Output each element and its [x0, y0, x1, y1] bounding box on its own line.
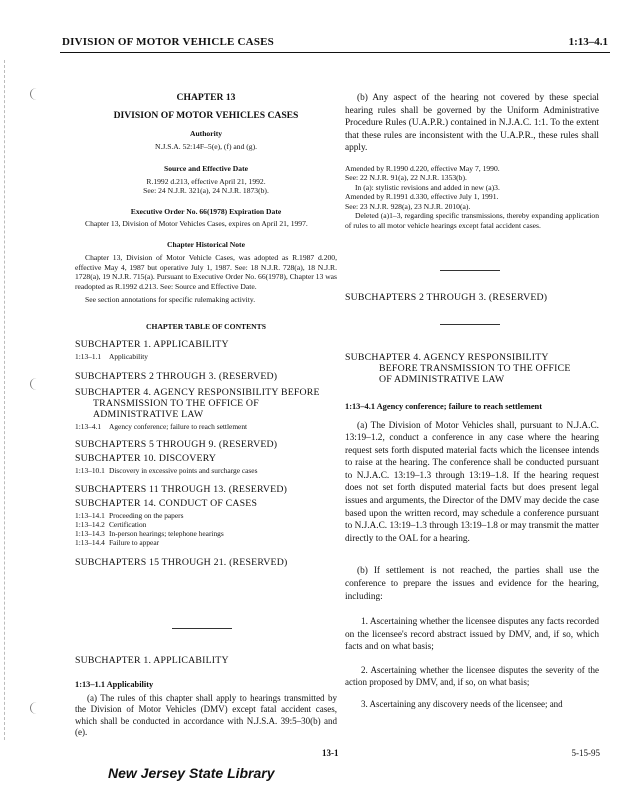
amendment-note: See: 23 N.J.R. 928(a), 23 N.J.R. 2010(a).: [345, 201, 471, 211]
toc-entry: 1:13–14.4 Failure to appear: [75, 538, 160, 548]
amendment-note: Amended by R.1991 d.330, effective July 1, 1991.: [345, 192, 499, 202]
list-item: 3. Ascertaining any discovery needs of the licensee; and: [361, 699, 563, 709]
toc-entry: 1:13–1.1 Applicability: [75, 352, 148, 361]
left-column-lower: [75, 655, 337, 739]
running-header-title: DIVISION OF MOTOR VEHICLE CASES: [62, 36, 274, 48]
hole-mark: [30, 702, 43, 714]
see-section-note: See section annotations for specific rulemaking activity.: [85, 295, 256, 304]
subchapter-heading-cont: OF ADMINISTRATIVE LAW: [379, 374, 505, 385]
toc-subchapter: SUBCHAPTER 10. DISCOVERY: [75, 453, 217, 465]
running-header-section: 1:13–4.1: [568, 36, 608, 48]
right-column: [345, 92, 599, 230]
section-divider: [172, 628, 232, 629]
section-heading: 1:13–1.1 Applicability: [75, 680, 154, 689]
source-line: R.1992 d.213, effective April 21, 1992.: [146, 176, 266, 186]
toc-entry: 1:13–14.2 Certification: [75, 519, 147, 529]
amendment-note: Amended by R.1990 d.220, effective May 7, 1990.: [345, 163, 500, 173]
toc-entry: 1:13–14.1 Proceeding on the papers: [75, 510, 184, 520]
library-stamp: New Jersey State Library: [108, 765, 275, 781]
subchapter-heading-cont: BEFORE TRANSMISSION TO THE OFFICE: [379, 363, 571, 374]
toc-entry: 1:13–10.1 Discovery in excessive points and surcharge cases: [75, 466, 258, 476]
history-heading: Chapter Historical Note: [167, 239, 245, 249]
paragraph-b: (b) If settlement is not reached, the parties shall use the conference to prepare the issues and evidence for the hearing, including:: [345, 566, 599, 602]
list-item: 1. Ascertaining whether the licensee disputes any facts recorded on the licensee's record abstract issued by DMV, and, if so, which facts and on what basis;: [345, 617, 599, 653]
section-divider: [440, 270, 500, 271]
toc-subchapter: SUBCHAPTERS 5 THROUGH 9. (RESERVED): [75, 439, 278, 451]
list-item: 2. Ascertaining whether the licensee disputes the severity of the action proposed by DMV, and, if so, on what basis;: [345, 665, 599, 687]
toc-subchapter-cont: ADMINISTRATIVE LAW: [93, 409, 204, 421]
toc-subchapter: SUBCHAPTERS 15 THROUGH 21. (RESERVED): [75, 557, 288, 569]
section-text: (a) The rules of this chapter shall apply to hearings transmitted by the Division of Motor Vehicles (DMV) except fatal accident cases, which shall be conducted in accordance with N.J.S.A. 39:5–30(b) and (e).: [75, 692, 337, 738]
subchapter-heading: SUBCHAPTER 4. AGENCY RESPONSIBILITY: [345, 352, 549, 363]
paragraph-a: (a) The Division of Motor Vehicles shall, pursuant to N.J.A.C. 13:19–1.2, conduct a conference in any case where the hearing request sets forth disputed material facts which the licensee intends to raise at the hearing. The conference shall be conducted pursuant to N.J.A.C. 13:19–1.3 through 13:19–1.8. If the hearing request does not set forth disputed material facts but does present legal issues and arguments, the Director of the DMV may decide the case based upon the written record, may schedule a conference pursuant to N.J.A.C. 13:19–1.3 through 13:19–1.8 or may transmit the matter directly to the OAL for a hearing.: [345, 420, 599, 544]
toc-heading: CHAPTER TABLE OF CONTENTS: [146, 321, 266, 331]
exec-order-text: Chapter 13, Division of Motor Vehicles Cases, expires on April 21, 1997.: [85, 219, 308, 228]
toc-subchapter: SUBCHAPTER 14. CONDUCT OF CASES: [75, 497, 258, 509]
page-number: 13-1: [322, 748, 339, 758]
right-column-mid: [345, 292, 599, 303]
subchapter-heading: SUBCHAPTER 1. APPLICABILITY: [75, 655, 229, 666]
amendment-note: Deleted (a)1–3, regarding specific transmissions, thereby expanding application of rules to all motor vehicle hearings except fatal accident cases.: [345, 211, 599, 230]
amendment-note: In (a): stylistic revisions and added in new (a)3.: [355, 182, 500, 192]
history-text: Chapter 13, Division of Motor Vehicle Cases, was adopted as R.1987 d.200, effective May 4, 1987 but operative July 1, 1987. See: 18 N.J.R. 728(a), 18 N.J.R. 1728(a), 19 N.J.R. 715(a). Pursuant to Executive Order No. 66(1978), Chapter 13 was readopted as R.1992 d.213. See: Source and Effective Date.: [75, 253, 337, 291]
authority-text: N.J.S.A. 52:14F–5(e), (f) and (g).: [154, 141, 258, 151]
toc-subchapter-cont: TRANSMISSION TO THE OFFICE OF: [93, 398, 259, 410]
toc-entry: 1:13–4.1 Agency conference; failure to reach settlement: [75, 422, 248, 432]
section-divider: [440, 324, 500, 325]
toc-subchapter: SUBCHAPTER 4. AGENCY RESPONSIBILITY BEFORE: [75, 387, 320, 399]
source-heading: Source and Effective Date: [163, 164, 248, 173]
table-of-contents: [75, 339, 337, 568]
header-rule: [60, 52, 610, 53]
spine-mark: [4, 60, 5, 740]
toc-subchapter: SUBCHAPTER 1. APPLICABILITY: [75, 339, 229, 350]
hole-mark: [30, 88, 43, 100]
section-heading: 1:13–4.1 Agency conference; failure to reach settlement: [345, 402, 542, 411]
chapter-title: DIVISION OF MOTOR VEHICLES CASES: [113, 110, 299, 121]
right-column-lower: [345, 352, 599, 710]
subchapter-heading: SUBCHAPTERS 2 THROUGH 3. (RESERVED): [345, 292, 548, 303]
paragraph-b: (b) Any aspect of the hearing not covered by these special hearing rules shall be governed by the Uniform Administrative Procedure Rules (U.A.P.R.) contained in N.J.A.C. 1:1. To the extent that these rules are inconsistent with the U.A.P.R., these rules shall apply.: [345, 93, 599, 154]
hole-mark: [30, 378, 43, 390]
exec-order-heading: Executive Order No. 66(1978) Expiration Date: [130, 206, 282, 216]
source-line: See: 24 N.J.R. 321(a), 24 N.J.R. 1873(b).: [143, 186, 269, 195]
toc-entry: 1:13–14.3 In-person hearings; telephone hearings: [75, 529, 224, 539]
revision-date: 5-15-95: [571, 748, 600, 758]
authority-heading: Authority: [189, 129, 223, 138]
toc-subchapter: SUBCHAPTERS 2 THROUGH 3. (RESERVED): [75, 371, 278, 383]
chapter-number: CHAPTER 13: [176, 92, 236, 103]
amendment-note: See: 22 N.J.R. 91(a), 22 N.J.R. 1353(b).: [345, 173, 467, 183]
left-column: [75, 92, 337, 568]
toc-subchapter: SUBCHAPTERS 11 THROUGH 13. (RESERVED): [75, 483, 288, 495]
